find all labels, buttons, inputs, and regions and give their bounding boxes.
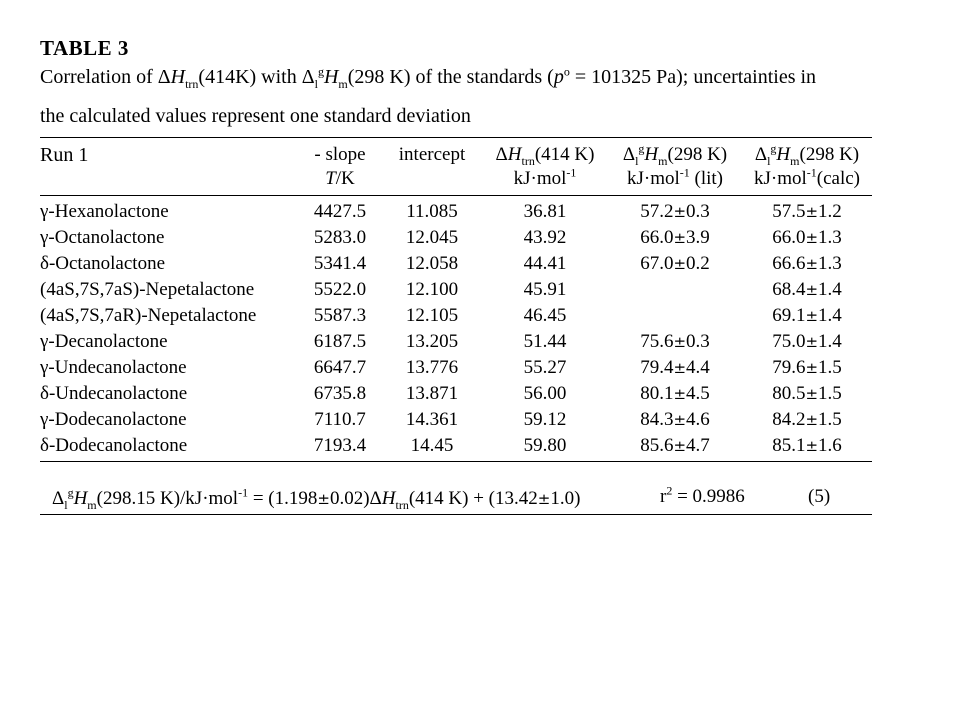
dh-trn-cell: 59.80	[523, 435, 567, 456]
dh-trn-cell: 36.81	[523, 201, 567, 222]
dh-calc-cell: 80.5±1.5	[772, 383, 842, 404]
table-body	[40, 191, 872, 459]
top-rule	[40, 137, 872, 138]
table-caption-line-2: the calculated values represent one standard deviation	[40, 105, 471, 127]
equation-number: (5)	[808, 486, 831, 507]
intercept-cell: 13.205	[405, 331, 459, 352]
table-row	[40, 277, 872, 303]
dh-trn-header: $\Delta H_{trn}(414$ K)	[495, 144, 595, 168]
intercept-cell: 12.045	[405, 227, 459, 248]
bottom-rule	[40, 461, 872, 462]
table-row	[40, 225, 872, 251]
correlation-equation: $\Delta_l^gH_m(298.15$ $K)/kJ\cdot mol^{-1} = (1.198\pm 0.02)\Delta H_{trn}(414$ K) + (13.42±1.0)	[52, 485, 581, 512]
slope-cell: 5283.0	[313, 227, 367, 248]
slope-unit-header: T/K	[325, 168, 355, 189]
compound-cell: δ-Undecanolactone	[40, 383, 188, 404]
dh-trn-cell: 46.45	[523, 305, 567, 326]
dh-lit-cell: 66.0±3.9	[640, 227, 710, 248]
dh-calc-cell: 85.1±1.6	[772, 435, 842, 456]
table-row	[40, 329, 872, 355]
header-row-1	[40, 143, 872, 167]
dh-lit-cell: 80.1±4.5	[640, 383, 710, 404]
dh-lit-cell	[608, 303, 742, 329]
compound-cell: γ-Dodecanolactone	[40, 409, 187, 430]
intercept-cell: 12.058	[405, 253, 459, 274]
dh-trn-unit-header: kJ·mol$^{-1}$	[513, 165, 577, 189]
compound-cell: (4aS,7S,7aS)-Nepetalactone	[40, 279, 255, 300]
intercept-cell: 14.45	[410, 435, 454, 456]
slope-cell: 7193.4	[313, 435, 367, 456]
dh-calc-cell: 66.0±1.3	[772, 227, 842, 248]
slope-cell: 5522.0	[313, 279, 367, 300]
table-row	[40, 191, 872, 225]
equation-rule	[40, 514, 872, 515]
dh-calc-unit-header: kJ·mol$^{-1}$(calc)	[753, 165, 860, 189]
slope-cell: 5587.3	[313, 305, 367, 326]
dh-trn-cell: 55.27	[523, 357, 567, 378]
run-header: Run 1	[40, 144, 89, 166]
compound-cell: γ-Decanolactone	[40, 331, 168, 352]
dh-calc-cell: 68.4±1.4	[772, 279, 842, 300]
table-row	[40, 381, 872, 407]
table-row	[40, 303, 872, 329]
intercept-cell: 11.085	[406, 201, 458, 222]
dh-calc-header: $\Delta_l^gH_m(298$ K)	[754, 141, 860, 168]
r-squared: $r^2 = 0.9986$	[660, 483, 745, 507]
dh-trn-cell: 51.44	[523, 331, 567, 352]
slope-cell: 4427.5	[313, 201, 367, 222]
slope-cell: 6187.5	[313, 331, 367, 352]
compound-cell: δ-Dodecanolactone	[40, 435, 188, 456]
intercept-cell: 12.100	[405, 279, 459, 300]
table-row	[40, 407, 872, 433]
intercept-cell: 12.105	[405, 305, 459, 326]
dh-trn-cell: 56.00	[523, 383, 567, 404]
slope-header: - slope	[314, 144, 366, 165]
dh-lit-cell: 57.2±0.3	[640, 201, 710, 222]
dh-trn-cell: 59.12	[523, 409, 567, 430]
table-title: TABLE 3	[40, 36, 129, 60]
dh-trn-cell: 44.41	[523, 253, 567, 274]
dh-calc-cell: 57.5±1.2	[772, 201, 842, 222]
table-row	[40, 251, 872, 277]
dh-calc-cell: 79.6±1.5	[772, 357, 842, 378]
table-row	[40, 355, 872, 381]
dh-lit-header: $\Delta_l^gH_m(298$ K)	[622, 141, 728, 168]
dh-calc-cell: 69.1±1.4	[772, 305, 842, 326]
dh-lit-cell: 67.0±0.2	[640, 253, 710, 274]
slope-cell: 7110.7	[314, 409, 366, 430]
dh-lit-cell: 79.4±4.4	[640, 357, 710, 378]
intercept-cell: 13.776	[405, 357, 459, 378]
slope-cell: 6735.8	[313, 383, 367, 404]
slope-cell: 5341.4	[313, 253, 367, 274]
dh-calc-cell: 84.2±1.5	[772, 409, 842, 430]
compound-cell: γ-Undecanolactone	[40, 357, 187, 378]
header-row-2	[40, 167, 872, 191]
dh-lit-cell: 85.6±4.7	[640, 435, 710, 456]
compound-cell: δ-Octanolactone	[40, 253, 166, 274]
dh-lit-cell: 75.6±0.3	[640, 331, 710, 352]
compound-cell: (4aS,7S,7aR)-Nepetalactone	[40, 305, 257, 326]
table-caption-line-1: Correlation of $\Delta H_{trn}(414K)$ with $\Delta_l^gH_m(298$ K) of the standards ($p^o = 101325$ Pa); uncertainties in	[40, 64, 817, 91]
dh-trn-cell: 45.91	[523, 279, 567, 300]
intercept-cell: 13.871	[405, 383, 459, 404]
table-row	[40, 433, 872, 459]
dh-lit-unit-header: kJ·mol$^{-1}$ (lit)	[626, 165, 724, 189]
dh-trn-cell: 43.92	[523, 227, 567, 248]
compound-cell: γ-Hexanolactone	[40, 201, 169, 222]
intercept-cell: 14.361	[405, 409, 459, 430]
dh-lit-cell: 84.3±4.6	[640, 409, 710, 430]
compound-cell: γ-Octanolactone	[40, 227, 165, 248]
data-table	[40, 143, 872, 459]
slope-cell: 6647.7	[313, 357, 367, 378]
dh-calc-cell: 66.6±1.3	[772, 253, 842, 274]
dh-calc-cell: 75.0±1.4	[772, 331, 842, 352]
intercept-header: intercept	[398, 144, 466, 165]
dh-lit-cell	[608, 277, 742, 303]
